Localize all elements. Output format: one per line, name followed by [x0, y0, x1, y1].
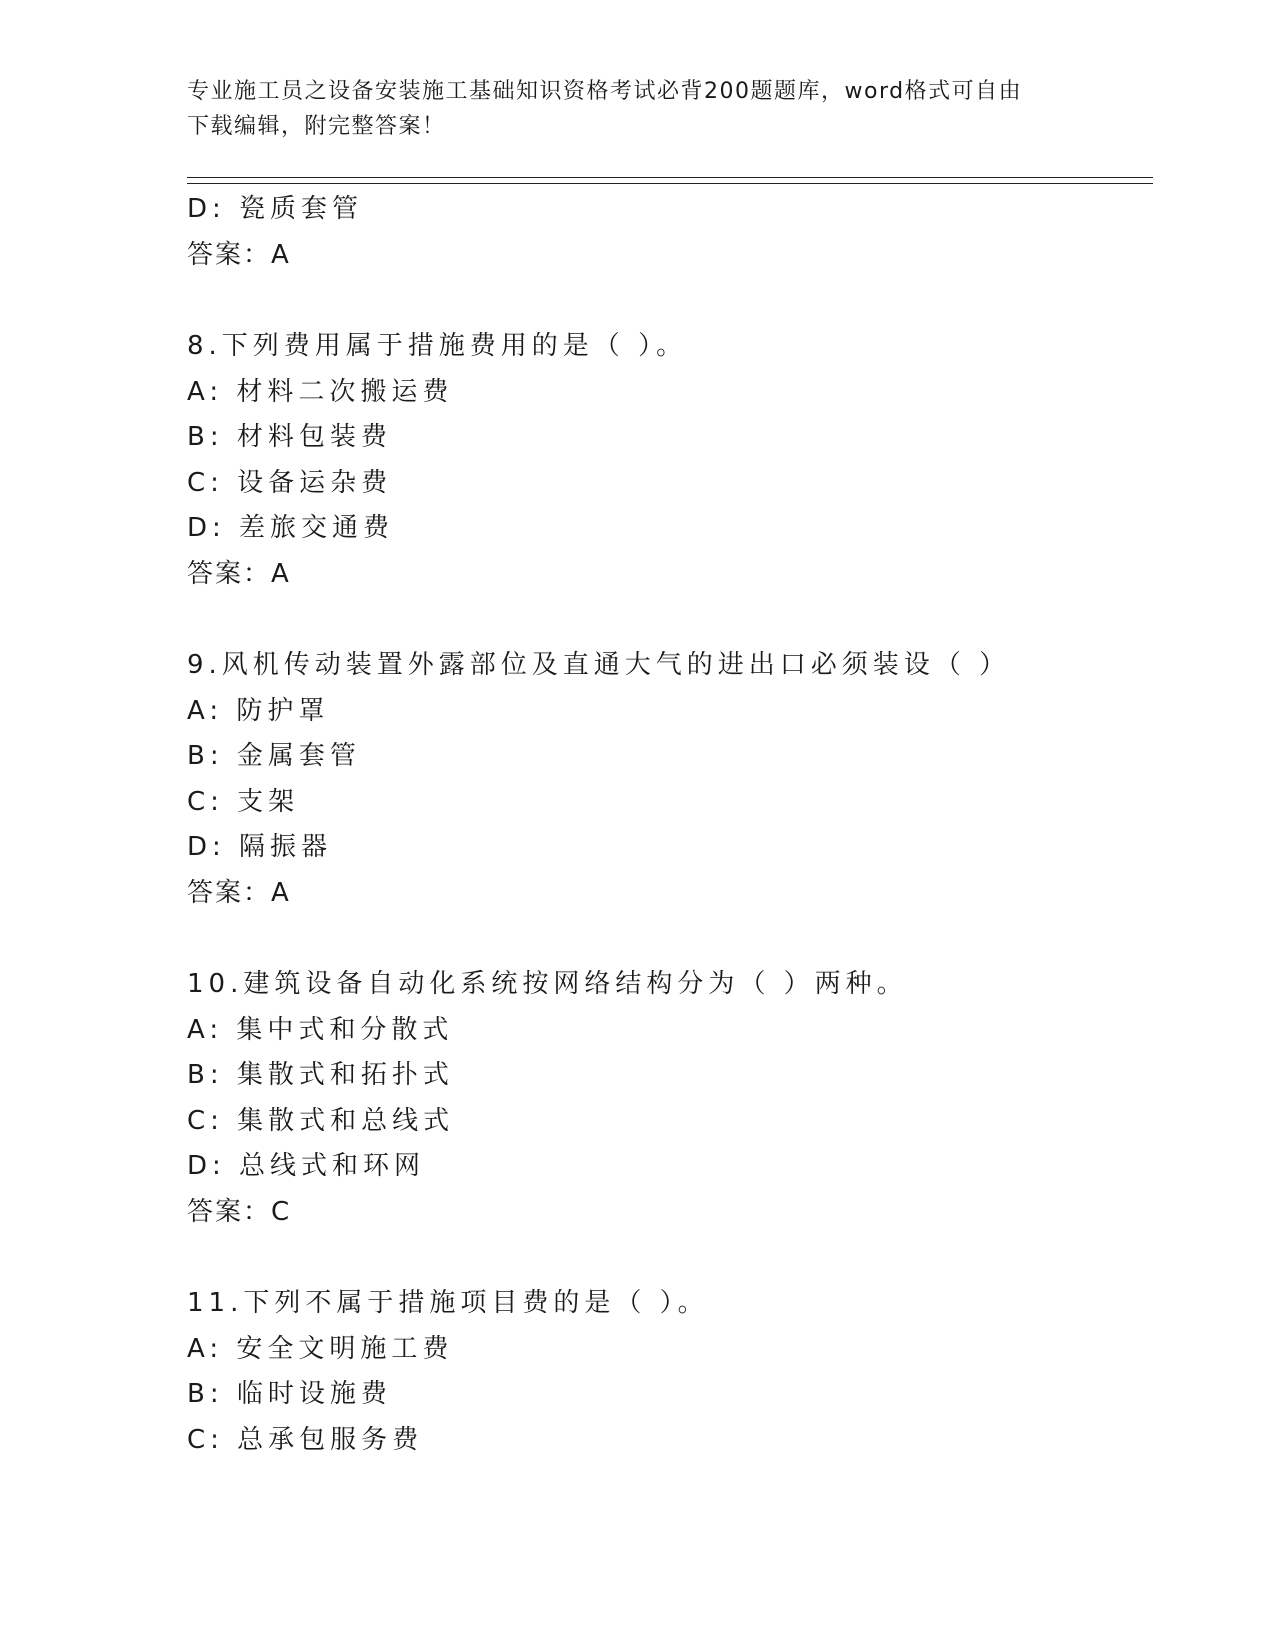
- option-line: A: 集中式和分散式: [187, 1014, 454, 1045]
- question-block: [187, 643, 1153, 916]
- question-stem: 11.下列不属于措施项目费的是（ ）。: [187, 1288, 709, 1318]
- question-stem: 10.建筑设备自动化系统按网络结构分为（ ）两种。: [187, 969, 908, 999]
- answer-line: 答案：A: [187, 558, 291, 589]
- header-divider-bottom: [187, 183, 1153, 184]
- header-line-1: 专业施工员之设备安装施工基础知识资格考试必背200题题库，word格式可自由: [187, 79, 1023, 104]
- block-spacer: [187, 916, 1153, 962]
- question-stem: 9.风机传动装置外露部位及直通大气的进出口必须装设（ ）: [187, 650, 1011, 680]
- block-spacer: [187, 278, 1153, 324]
- block-spacer: [187, 597, 1153, 643]
- option-line: B: 临时设施费: [187, 1379, 392, 1409]
- option-line: A: 防护罩: [187, 695, 330, 726]
- question-block: [187, 324, 1153, 597]
- option-line: B: 金属套管: [187, 741, 361, 771]
- option-line: D: 瓷质套管: [187, 194, 364, 224]
- option-line: A: 材料二次搬运费: [187, 376, 454, 407]
- block-spacer: [187, 1235, 1153, 1281]
- option-line: C: 集散式和总线式: [187, 1105, 455, 1136]
- option-line: C: 总承包服务费: [187, 1424, 424, 1455]
- answer-line: 答案：A: [187, 877, 291, 908]
- answer-line: 答案：C: [187, 1196, 292, 1227]
- option-line: B: 材料包装费: [187, 422, 392, 452]
- option-line: D: 总线式和环网: [187, 1151, 426, 1181]
- header-line-2: 下载编辑，附完整答案！: [187, 114, 446, 139]
- option-line: D: 差旅交通费: [187, 513, 395, 543]
- document-header: [187, 74, 1067, 144]
- question-list: [187, 187, 1153, 1463]
- option-line: D: 隔振器: [187, 832, 333, 862]
- option-line: A: 安全文明施工费: [187, 1333, 454, 1364]
- option-line: B: 集散式和拓扑式: [187, 1060, 454, 1090]
- option-line: C: 支架: [187, 786, 300, 817]
- answer-line: 答案：A: [187, 239, 291, 270]
- question-block: [187, 962, 1153, 1235]
- question-block: [187, 187, 1153, 278]
- question-stem: 8.下列费用属于措施费用的是（ ）。: [187, 331, 688, 361]
- question-block: [187, 1281, 1153, 1463]
- header-divider-top: [187, 177, 1153, 178]
- option-line: C: 设备运杂费: [187, 467, 393, 498]
